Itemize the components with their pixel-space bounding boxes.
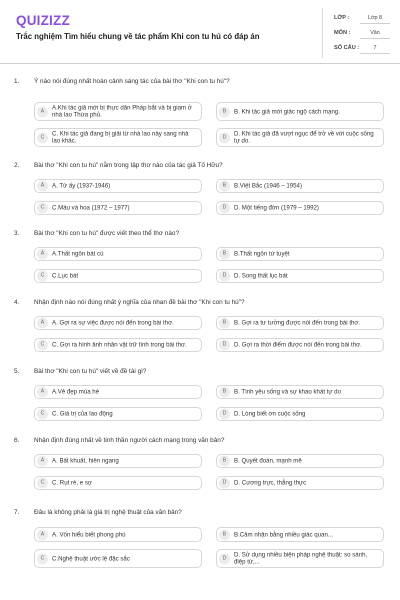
option-text: C. Khi tác giả đang bị giải từ nhà lao này sang nhà lao khác. bbox=[52, 130, 189, 145]
option-text: B.Việt Bắc (1946 – 1954) bbox=[234, 182, 302, 190]
answer-option-c[interactable] bbox=[34, 269, 202, 283]
answer-option-d[interactable] bbox=[216, 128, 384, 147]
option-letter-badge: A bbox=[37, 249, 48, 260]
option-letter-badge: B bbox=[219, 106, 230, 117]
answer-option-b[interactable] bbox=[216, 454, 384, 468]
answer-option-c[interactable] bbox=[34, 338, 202, 352]
option-text: A.Thất ngôn bát cú bbox=[52, 250, 104, 258]
option-letter-badge: D bbox=[219, 553, 230, 564]
option-letter-badge: C bbox=[37, 478, 48, 489]
option-letter-badge: D bbox=[219, 409, 230, 420]
option-text: A. Vốn hiểu biết phong phú bbox=[52, 530, 126, 538]
answer-option-d[interactable] bbox=[216, 407, 384, 421]
option-letter-badge: D bbox=[219, 478, 230, 489]
meta-value-grade: Lớp 8 bbox=[360, 13, 390, 24]
meta-label-grade: LỚP : bbox=[334, 15, 350, 21]
answer-option-b[interactable] bbox=[216, 527, 384, 542]
option-text: B. Khi tác giả mới giác ngộ cách mạng. bbox=[234, 107, 340, 115]
answer-option-b[interactable] bbox=[216, 316, 384, 330]
meta-label-subject: MÔN : bbox=[334, 30, 351, 36]
question-text: Nhận định đúng nhất về tinh thần người cách mạng trong văn bản? bbox=[34, 437, 225, 444]
question-text: Bài thơ "Khi con tu hú" viết về đề tài gì? bbox=[34, 368, 147, 375]
option-text: A. Gợi ra sự việc được nói đến trong bài thơ. bbox=[52, 319, 174, 327]
option-text: D. Gợi ra thời điểm được nói đến trong bài thơ. bbox=[234, 341, 362, 349]
answer-option-d[interactable] bbox=[216, 549, 384, 568]
answer-option-c[interactable] bbox=[34, 407, 202, 421]
header-divider bbox=[322, 8, 323, 58]
answer-option-b[interactable] bbox=[216, 385, 384, 399]
answer-option-a[interactable] bbox=[34, 102, 202, 121]
option-letter-badge: D bbox=[219, 271, 230, 282]
option-letter-badge: A bbox=[37, 106, 48, 117]
option-text: D. Một tiếng đờn (1979 – 1992) bbox=[234, 204, 319, 212]
question-number: 2. bbox=[14, 162, 20, 169]
option-text: C.Lục bát bbox=[52, 272, 79, 280]
meta-label-count: SỐ CÂU : bbox=[334, 45, 360, 51]
option-letter-badge: B bbox=[219, 249, 230, 260]
question-number: 5. bbox=[14, 368, 20, 375]
option-text: A.Khi tác giả mới bị thực dân Pháp bắt và bị giam ở nhà lao Thừa phủ. bbox=[52, 104, 192, 119]
option-letter-badge: A bbox=[37, 318, 48, 329]
option-text: D. Cương trực, thẳng thực bbox=[234, 479, 307, 487]
option-text: A. Từ ấy (1937-1946) bbox=[52, 182, 111, 190]
option-letter-badge: B bbox=[219, 318, 230, 329]
option-text: B. Tình yêu sống và sự khao khát tự do bbox=[234, 388, 341, 396]
answer-option-d[interactable] bbox=[216, 476, 384, 490]
question-number: 4. bbox=[14, 299, 20, 306]
question-text: Ý nào nói đúng nhất hoàn cảnh sáng tác của bài thơ "Khi con tu hú"? bbox=[34, 78, 230, 85]
option-text: B. Gợi ra tư tưởng được nói đến trong bài thơ. bbox=[234, 319, 361, 327]
option-text: D. Khi tác giả đã vượt ngục để trở về với cuộc sống tự do. bbox=[234, 130, 374, 145]
answer-option-a[interactable] bbox=[34, 247, 202, 261]
meta-value-subject: Văn bbox=[360, 28, 390, 39]
meta-value-count: 7 bbox=[360, 43, 390, 54]
answer-option-a[interactable] bbox=[34, 179, 202, 193]
option-letter-badge: C bbox=[37, 340, 48, 351]
worksheet-header bbox=[0, 0, 400, 64]
question-text: Bài thơ "Khi con tu hú" nằm trong tập thơ nào của tác giả Tố Hữu? bbox=[34, 162, 223, 169]
option-letter-badge: A bbox=[37, 456, 48, 467]
option-text: C. Rụt rè, e sợ bbox=[52, 479, 92, 487]
question-number: 3. bbox=[14, 230, 20, 237]
option-letter-badge: B bbox=[219, 456, 230, 467]
option-text: D. Sử dụng nhiều biện pháp nghệ thuật: so sánh, điệp từ,... bbox=[234, 551, 368, 566]
answer-option-b[interactable] bbox=[216, 179, 384, 193]
option-letter-badge: C bbox=[37, 409, 48, 420]
option-letter-badge: C bbox=[37, 553, 48, 564]
option-letter-badge: C bbox=[37, 203, 48, 214]
option-text: C. Giá trị của lao động bbox=[52, 410, 113, 418]
question-number: 6. bbox=[14, 437, 20, 444]
page-title: Trắc nghiệm Tìm hiểu chung về tác phẩm Khi con tu hú có đáp án bbox=[16, 32, 260, 41]
option-letter-badge: A bbox=[37, 529, 48, 540]
option-letter-badge: D bbox=[219, 132, 230, 143]
answer-option-c[interactable] bbox=[34, 201, 202, 215]
option-letter-badge: A bbox=[37, 181, 48, 192]
option-letter-badge: C bbox=[37, 132, 48, 143]
answer-option-c[interactable] bbox=[34, 128, 202, 147]
answer-option-b[interactable] bbox=[216, 247, 384, 261]
option-text: B.Thất ngôn tứ tuyệt bbox=[234, 250, 290, 258]
answer-option-d[interactable] bbox=[216, 269, 384, 283]
option-text: A. Bất khuất, hiên ngang bbox=[52, 457, 119, 465]
option-text: C. Gợi ra hình ảnh nhân vật trữ tình trong bài thơ. bbox=[52, 341, 187, 349]
option-text: A.Vẻ đẹp mùa hè bbox=[52, 388, 100, 396]
option-text: C.Nghệ thuật ước lệ đặc sắc bbox=[52, 554, 130, 562]
option-text: B. Quyết đoán, mạnh mẽ bbox=[234, 457, 302, 465]
option-letter-badge: B bbox=[219, 387, 230, 398]
question-text: Đâu là không phải là giá trị nghệ thuật của văn bản? bbox=[34, 509, 182, 516]
answer-option-a[interactable] bbox=[34, 454, 202, 468]
option-letter-badge: B bbox=[219, 529, 230, 540]
quizizz-logo: QUIZIZZ bbox=[16, 13, 70, 28]
question-number: 7. bbox=[14, 509, 20, 516]
option-text: D. Song thất lục bát bbox=[234, 272, 288, 280]
option-letter-badge: A bbox=[37, 387, 48, 398]
answer-option-d[interactable] bbox=[216, 201, 384, 215]
option-text: D. Lòng biết ơn cuộc sống bbox=[234, 410, 306, 418]
option-letter-badge: D bbox=[219, 340, 230, 351]
answer-option-a[interactable] bbox=[34, 385, 202, 399]
answer-option-a[interactable] bbox=[34, 527, 202, 542]
question-text: Bài thơ "Khi con tu hú" được viết theo thể thơ nào? bbox=[34, 230, 180, 237]
answer-option-a[interactable] bbox=[34, 316, 202, 330]
answer-option-c[interactable] bbox=[34, 476, 202, 490]
option-letter-badge: B bbox=[219, 181, 230, 192]
option-text: C.Máu và hoa (1972 – 1977) bbox=[52, 204, 130, 212]
answer-option-d[interactable] bbox=[216, 338, 384, 352]
answer-option-b[interactable] bbox=[216, 102, 384, 121]
question-text: Nhận định nào nói đúng nhất ý nghĩa của nhan đề bài thơ "Khi con tu hú"? bbox=[34, 299, 245, 306]
answer-option-c[interactable] bbox=[34, 549, 202, 568]
option-text: B.Cảm nhận bằng nhiều giác quan... bbox=[234, 530, 333, 538]
option-letter-badge: C bbox=[37, 271, 48, 282]
question-number: 1. bbox=[14, 78, 20, 85]
option-letter-badge: D bbox=[219, 203, 230, 214]
